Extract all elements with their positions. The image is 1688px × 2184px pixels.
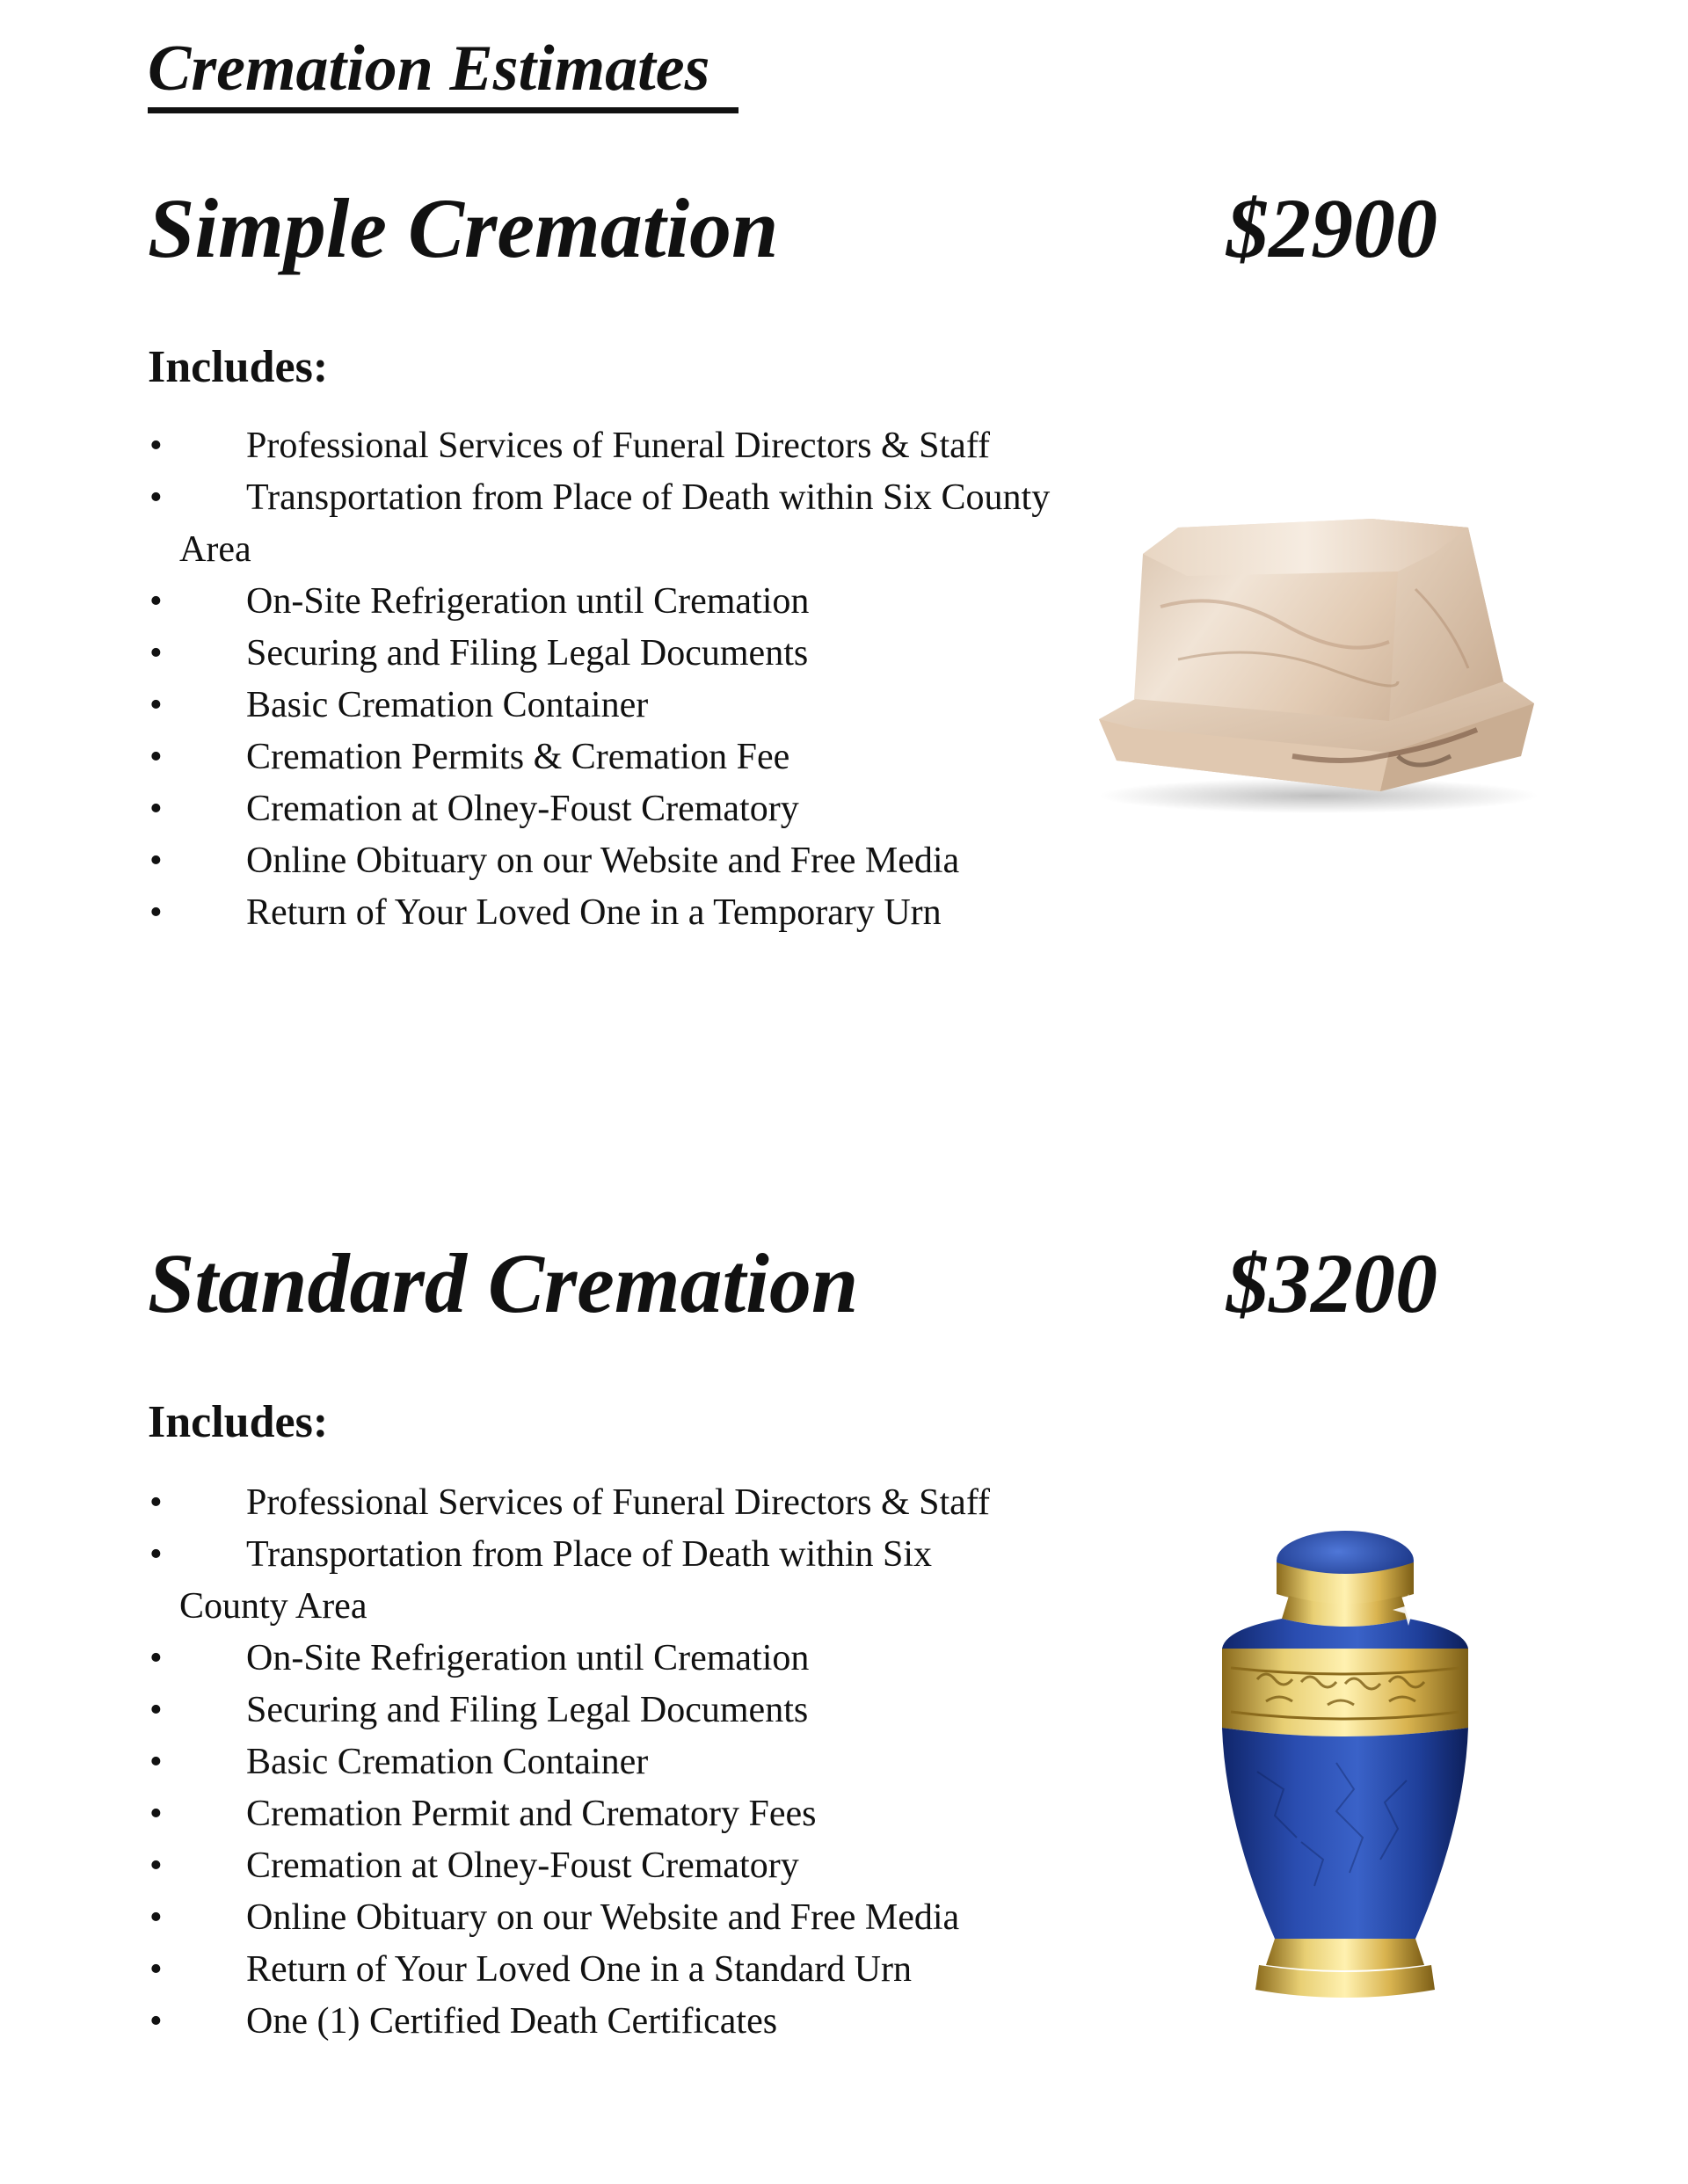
list-item: • Cremation at Olney-Foust Crematory (148, 1840, 1132, 1892)
list-item: • Professional Services of Funeral Directors & Staff (148, 420, 1132, 472)
standard-urn-icon (1204, 1525, 1486, 2009)
package-title-standard: Standard Cremation (148, 1236, 859, 1330)
package-price-simple: $2900 (1226, 181, 1437, 275)
list-item: • Cremation Permit and Crematory Fees (148, 1788, 1132, 1840)
list-item: • On-Site Refrigeration until Cremation (148, 1633, 1132, 1685)
list-item: • Securing and Filing Legal Documents (148, 628, 1132, 680)
temporary-urn-icon (1081, 492, 1547, 818)
list-item: • Basic Cremation Container (148, 1736, 1132, 1788)
list-item: • One (1) Certified Death Certificates (148, 1996, 1132, 2048)
included-items-standard (148, 1477, 1132, 2048)
includes-label-standard: Includes: (148, 1397, 329, 1447)
page-title-underline (148, 107, 738, 113)
list-item: • Return of Your Loved One in a Standard Urn (148, 1944, 1132, 1996)
includes-label-simple: Includes: (148, 342, 329, 392)
list-item: • Professional Services of Funeral Directors & Staff (148, 1477, 1132, 1529)
package-price-standard: $3200 (1226, 1236, 1437, 1330)
list-item: • Basic Cremation Container (148, 680, 1132, 732)
list-item: • Online Obituary on our Website and Free Media (148, 1892, 1132, 1944)
list-item: • On-Site Refrigeration until Cremation (148, 576, 1132, 628)
list-item: • Cremation Permits & Cremation Fee (148, 732, 1132, 783)
list-item: • Securing and Filing Legal Documents (148, 1685, 1132, 1736)
list-item: • Cremation at Olney-Foust Crematory (148, 783, 1132, 835)
list-item: • Transportation from Place of Death within Six County Area (148, 472, 1132, 576)
included-items-simple (148, 420, 1132, 939)
package-title-simple: Simple Cremation (148, 181, 779, 275)
list-item: • Return of Your Loved One in a Temporary Urn (148, 887, 1132, 939)
page-title: Cremation Estimates (148, 33, 710, 105)
list-item: • Online Obituary on our Website and Free Media (148, 835, 1132, 887)
list-item: • Transportation from Place of Death within Six County Area (148, 1529, 1132, 1633)
